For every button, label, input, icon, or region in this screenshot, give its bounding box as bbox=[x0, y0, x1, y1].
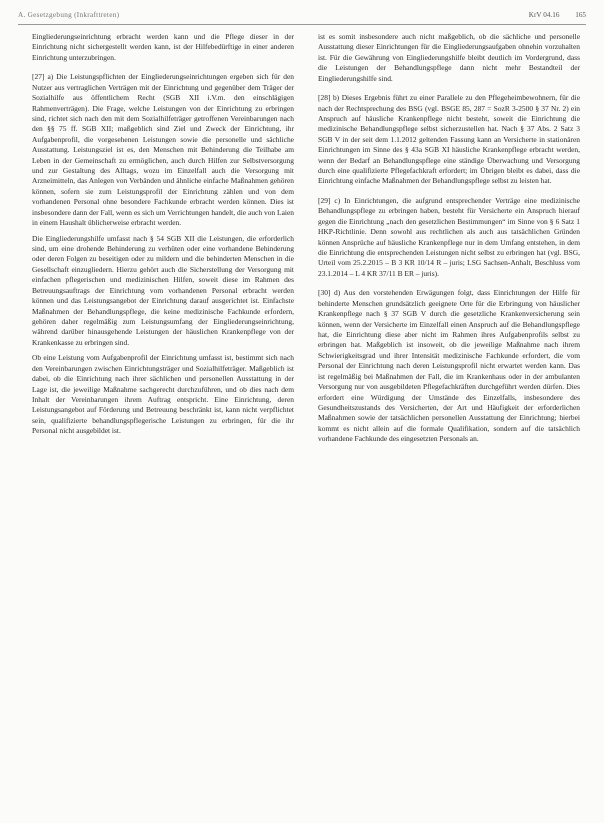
paragraph: [27] a) Die Leistungspflichten der Eingliederungseinrichtungen ergeben sich für den Nutzer aus vertraglichen Verträgen mit der Einrichtung und gegenüber dem Träger der Sozialhilfe aus öffentlichem Recht (SGB XII i.V.m. den einschlägigen Rahmenverträgen). Die Frage, welche Leistungen von der Einrichtung zu erbringen sind, richtet sich nach den mit dem Sozialhilfeträger getroffenen Vereinbarungen nach den §§ 75 ff. SGB XII; maßgeblich sind Ziel und Zweck der Einrichtung, ihr Aufgabenprofil, die vorgesehenen Leistungen sowie die personelle und sächliche Ausstattung. Leistungsziel ist es, den Menschen mit Behinderung die Teilhabe am Leben in der Gemeinschaft zu ermöglichen, auch durch Hilfen zur Selbstversorgung und zur Gestaltung des Alltags, wozu im Einzelfall auch die Versorgung mit Arzneimitteln, das Anlegen von Verbänden und ähnliche einfache Maßnahmen gehören können, sofern sie zum Leistungsprofil der Einrichtung zählen und von dem vorhandenen Personal ohne besondere Fachkunde erbracht werden können. Dies ist insbesondere dann der Fall, wenn es sich um Verrichtungen handelt, die auch von Laien in einem Haushalt üblicherweise erbracht werden. bbox=[32, 72, 294, 228]
header-rule bbox=[18, 24, 586, 25]
paragraph: Ob eine Leistung vom Aufgabenprofil der Einrichtung umfasst ist, bestimmt sich nach den Vereinbarungen zwischen Einrichtungsträger und Sozialhilfeträger. Maßgeblich ist dabei, ob die Einrichtung nach ihrer sächlichen und personellen Ausstattung in der Lage ist, die jeweilige Maßnahme sachgerecht durchzuführen, und ob dies nach dem Inhalt der Vereinbarungen ihrem Auftrag entspricht. Eine Einrichtung, deren Leistungsangebot auf Förderung und Betreuung beschränkt ist, kann nicht verpflichtet sein, qualifizierte behandlungspflegerische Leistungen zu erbringen, für die ihr Personal nicht ausgebildet ist. bbox=[32, 353, 294, 436]
running-header bbox=[16, 9, 588, 23]
right-column bbox=[318, 32, 580, 815]
paragraph: [28] b) Dieses Ergebnis führt zu einer Parallele zu den Pflegeheimbewohnern, für die nach der Rechtsprechung des BSG (vgl. BSGE 85, 287 = SozR 3-2500 § 37 Nr. 2) ein Anspruch auf häusliche Krankenpflege nicht besteht, soweit die Einrichtung die medizinische Behandlungspflege selbst sicherzustellen hat. Nach § 37 Abs. 2 Satz 3 SGB V in der seit dem 1.1.2012 geltenden Fassung kann an Versicherte in stationären Einrichtungen im Sinne des § 43a SGB XI häusliche Krankenpflege erbracht werden, wenn der Bedarf an Behandlungspflege eine ständige Überwachung und Versorgung durch eine qualifizierte Pflegefachkraft erfordert; im Übrigen bleibt es dabei, dass die Einrichtung einfache Maßnahmen der Behandlungspflege selbst zu leisten hat. bbox=[318, 93, 580, 186]
paragraph: Eingliederungseinrichtung erbracht werden kann und die Pflege dieser in der Einrichtung nicht sichergestellt werden kann, ist der Hilfebedürftige in einer anderen Einrichtung unterzubringen. bbox=[32, 32, 294, 62]
page-number: 165 bbox=[575, 11, 586, 19]
journal-issue: KrV 04.16 bbox=[528, 11, 560, 19]
left-column bbox=[32, 32, 294, 815]
section-title: A. Gesetzgebung (Inkrafttreten) bbox=[18, 11, 120, 19]
journal-info bbox=[515, 11, 586, 19]
paragraph: [30] d) Aus den vorstehenden Erwägungen folgt, dass Einrichtungen der Hilfe für behinderte Menschen grundsätzlich geeignete Orte für die Erbringung von häuslicher Krankenpflege nach § 37 SGB V durch die gesetzliche Krankenversicherung sein können, wenn der Versicherte im Einzelfall einen Anspruch auf die Behandlungspflege hat, die Einrichtung diese aber nicht im Rahmen ihres Aufgabenprofils selbst zu erbringen hat. Maßgeblich ist insoweit, ob die jeweilige Maßnahme nach ihrem Schwierigkeitsgrad und ihrer Intensität medizinische Fachkunde erfordert, die vom Personal der Einrichtung nach deren Leistungsprofil nicht erwartet werden kann. Das ist regelmäßig bei Maßnahmen der Fall, die im Krankenhaus oder in der ambulanten Versorgung nur von ausgebildeten Pflegefachkräften durchgeführt werden dürfen. Dies erfordert eine Würdigung der Umstände des Einzelfalls, insbesondere des Gesundheitszustands des Versicherten, der Art und Häufigkeit der erforderlichen Maßnahmen sowie der tatsächlichen personellen Ausstattung der Einrichtung; hierbei kommt es nicht allein auf die formale Qualifikation, sondern auf die tatsächlich vorhandene Fachkunde des eingesetzten Personals an. bbox=[318, 288, 580, 444]
paragraph: [29] c) In Einrichtungen, die aufgrund entsprechender Verträge eine medizinische Behandlungspflege zu erbringen haben, besteht für Versicherte ein Anspruch hierauf gegen die Einrichtung „nach den gesetzlichen Bestimmungen“ im Sinne von § 6 Satz 1 HKP-Richtlinie. Denn sowohl aus rechtlichen als auch aus tatsächlichen Gründen können Ansprüche auf häusliche Krankenpflege nur in dem Umfang entstehen, in dem die Einrichtung die entsprechenden Leistungen nicht selbst zu erbringen hat (vgl. BSG, Urteil vom 25.2.2015 – B 3 KR 10/14 R – juris; LSG Sachsen-Anhalt, Beschluss vom 23.1.2014 – L 4 KR 37/11 B ER – juris). bbox=[318, 195, 580, 278]
paragraph: Die Eingliederungshilfe umfasst nach § 54 SGB XII die Leistungen, die erforderlich sind, um eine drohende Behinderung zu verhüten oder eine vorhandene Behinderung oder deren Folgen zu beseitigen oder zu mildern und die behinderten Menschen in die Gesellschaft einzugliedern. Hierzu gehört auch die Sicherstellung der Versorgung mit einfachen pflegerischen und medizinischen Hilfen, soweit diese im Rahmen des Betreuungsauftrags der Einrichtung vom vorhandenen Personal erbracht werden können und das Leistungsangebot der Einrichtung darauf ausgerichtet ist. Einfachste Maßnahmen der Behandlungspflege, die keine medizinische Fachkunde erfordern, gehören daher regelmäßig zum Leistungsumfang der Eingliederungseinrichtung, während darüber hinausgehende Leistungen der häuslichen Krankenpflege von der Krankenkasse zu erbringen sind. bbox=[32, 233, 294, 347]
paragraph: ist es somit insbesondere auch nicht maßgeblich, ob die sächliche und personelle Ausstattung dieser Einrichtungen für die Eingliederungsaufgaben ohnehin vorzuhalten ist. Für die Gewährung von Eingliederungshilfe bleibt deutlich im Vordergrund, dass die Leistungen der Behandlungspflege dann nicht mehr Bestandteil der Eingliederungshilfe sind. bbox=[318, 32, 580, 83]
